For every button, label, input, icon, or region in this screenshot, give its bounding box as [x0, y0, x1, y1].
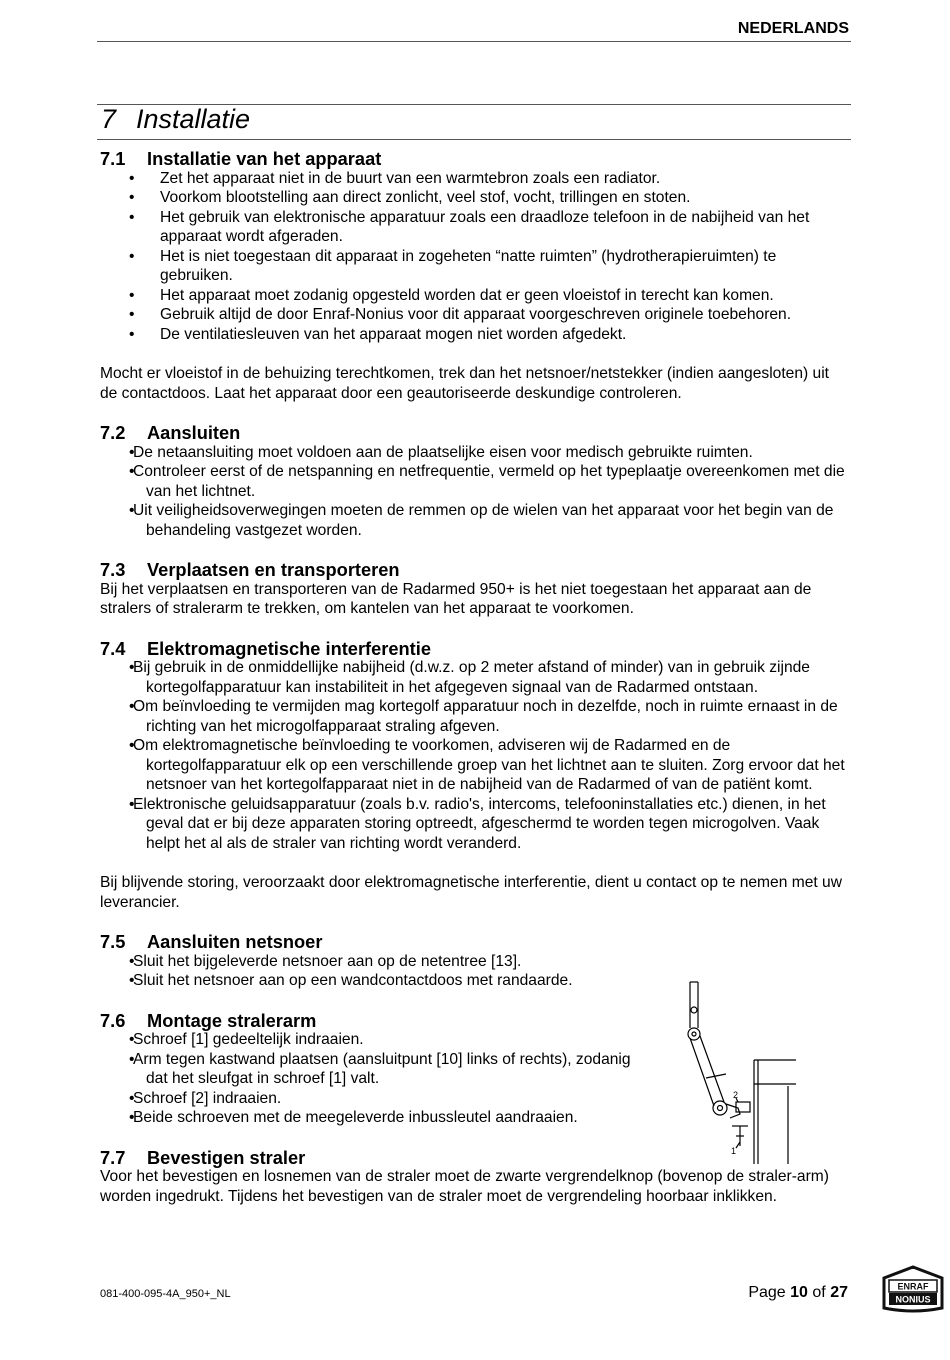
header-language: NEDERLANDS [737, 20, 849, 37]
paragraph-7-3: Bij het verplaatsen en transporteren van de Radarmed 950+ is het niet toegestaan het apparaat aan de stralers of stralerarm te trekken, om kantelen van het apparaat te voorkomen. [100, 580, 812, 617]
bullet-list-7-5 [100, 952, 640, 991]
section-heading-7-7: 7.7 Bevestigen straler [100, 1146, 306, 1168]
logo-text-bottom: NONIUS [895, 1294, 931, 1305]
chapter-heading [101, 104, 250, 135]
chapter-bottom-rule [97, 139, 851, 140]
list-item: • Voorkom blootstelling aan direct zonlicht, veel stof, vocht, trillingen en stoten. [100, 188, 850, 208]
paragraph-7-4: Bij blijvende storing, veroorzaakt door elektromagnetische interferentie, dient u contact op te nemen met uw leverancier. [100, 874, 842, 911]
section-heading-7-5: 7.5 Aansluiten netsnoer [100, 931, 323, 952]
enraf-nonius-logo [881, 1264, 945, 1314]
section-heading-7-3: 7.3 Verplaatsen en transporteren [100, 559, 400, 580]
list-item: • Sluit het bijgeleverde netsnoer aan op de netentree [13]. [100, 952, 640, 972]
paragraph-7-1: Mocht er vloeistof in de behuizing terechtkomen, trek dan het netsnoer/netstekker (indien aangesloten) uit de contactdoos. Laat het apparaat door een geautoriseerde deskundige controleren. [100, 365, 830, 402]
list-item: • Zet het apparaat niet in de buurt van een warmtebron zoals een radiator. [100, 169, 850, 189]
page-number: Page 10 of 27 [748, 1284, 848, 1301]
list-item: • Om beïnvloeding te vermijden mag kortegolf apparatuur noch in dezelfde, noch in ruimte ernaast in de richting van het microgolfapparaat straling afgeven. [100, 697, 850, 736]
figure-label-2: 2 [733, 1090, 739, 1100]
list-item: • Om elektromagnetische beïnvloeding te voorkomen, adviseren wij de Radarmed en de kortegolfapparatuur elk op een verschillende groep van het lichtnet aan te sluiten. Zorg ervoor dat het netsnoer van het kortegolfapparaat niet in de nabijheid van de Radarmed of van de patiënt komt. [100, 736, 850, 795]
list-item: • Elektronische geluidsapparatuur (zoals b.v. radio's, intercoms, telefooninstallaties etc.) dienen, in het geval dat er bij deze apparaten storing optreedt, afgeschermd te worden tegen microgolven. Vaak helpt het al als de straler van richting wordt veranderd. [100, 795, 850, 854]
list-item: • Arm tegen kastwand plaatsen (aansluitpunt [10] links of rechts), zodanig dat het sleufgat in schroef [1] valt. [100, 1050, 640, 1089]
list-item: • Uit veiligheidsoverwegingen moeten de remmen op de wielen van het apparaat voor het begin van de behandeling vastgezet worden. [100, 501, 850, 540]
list-item: • De netaansluiting moet voldoen aan de plaatselijke eisen voor medisch gebruikte ruimten. [100, 443, 850, 463]
logo-text-top: ENRAF [897, 1281, 929, 1292]
section-heading-7-1: 7.1 Installatie van het apparaat [100, 148, 382, 169]
chapter-title: Installatie [136, 104, 251, 134]
bullet-list-7-4 [100, 658, 850, 853]
section-heading-7-4: 7.4 Elektromagnetische interferentie [100, 637, 431, 659]
list-item: • Schroef [1] gedeeltelijk indraaien. [100, 1030, 640, 1050]
list-item: • Het is niet toegestaan dit apparaat in zogeheten “natte ruimten” (hydrotherapieruimten) te gebruiken. [100, 247, 850, 286]
figure-label-1: 1 [731, 1146, 737, 1156]
section-heading-7-6: 7.6 Montage stralerarm [100, 1009, 317, 1031]
list-item: • Gebruik altijd de door Enraf-Nonius voor dit apparaat voorgeschreven originele toebehoren. [100, 305, 850, 325]
bullet-list-7-6 [100, 1030, 640, 1128]
list-item: • Beide schroeven met de meegeleverde inbussleutel aandraaien. [100, 1108, 640, 1128]
list-item: • Schroef [2] indraaien. [100, 1089, 640, 1109]
section-heading-7-2: 7.2 Aansluiten [100, 422, 241, 443]
list-item: • De ventilatiesleuven van het apparaat mogen niet worden afgedekt. [100, 325, 850, 345]
radiator-arm-mounting-figure [676, 978, 796, 1168]
list-item: • Het gebruik van elektronische apparatuur zoals een draadloze telefoon in de nabijheid van het apparaat wordt afgeraden. [100, 208, 850, 247]
document-id: 081-400-095-4A_950+_NL [100, 1288, 231, 1300]
list-item: • Het apparaat moet zodanig opgesteld worden dat er geen vloeistof in terecht kan komen. [100, 286, 850, 306]
bullet-list-7-1 [100, 169, 850, 345]
chapter-number: 7 [101, 104, 117, 134]
bullet-list-7-2 [100, 443, 850, 541]
header-rule [97, 41, 851, 42]
paragraph-7-7: Voor het bevestigen en losnemen van de straler moet de zwarte vergrendelknop (bovenop de straler-arm) worden ingedrukt. Tijdens het bevestigen van de straler moet de vergrendeling hoorbaar inklikken. [100, 1168, 829, 1205]
list-item: • Controleer eerst of de netspanning en netfrequentie, vermeld op het typeplaatje overeenkomen met die van het lichtnet. [100, 462, 850, 501]
list-item: • Sluit het netsnoer aan op een wandcontactdoos met randaarde. [100, 971, 640, 991]
list-item: • Bij gebruik in de onmiddellijke nabijheid (d.w.z. op 2 meter afstand of minder) van in gebruik zijnde kortegolfapparatuur kan instabiliteit in het afgegeven signaal van de Radarmed ontstaan. [100, 658, 850, 697]
